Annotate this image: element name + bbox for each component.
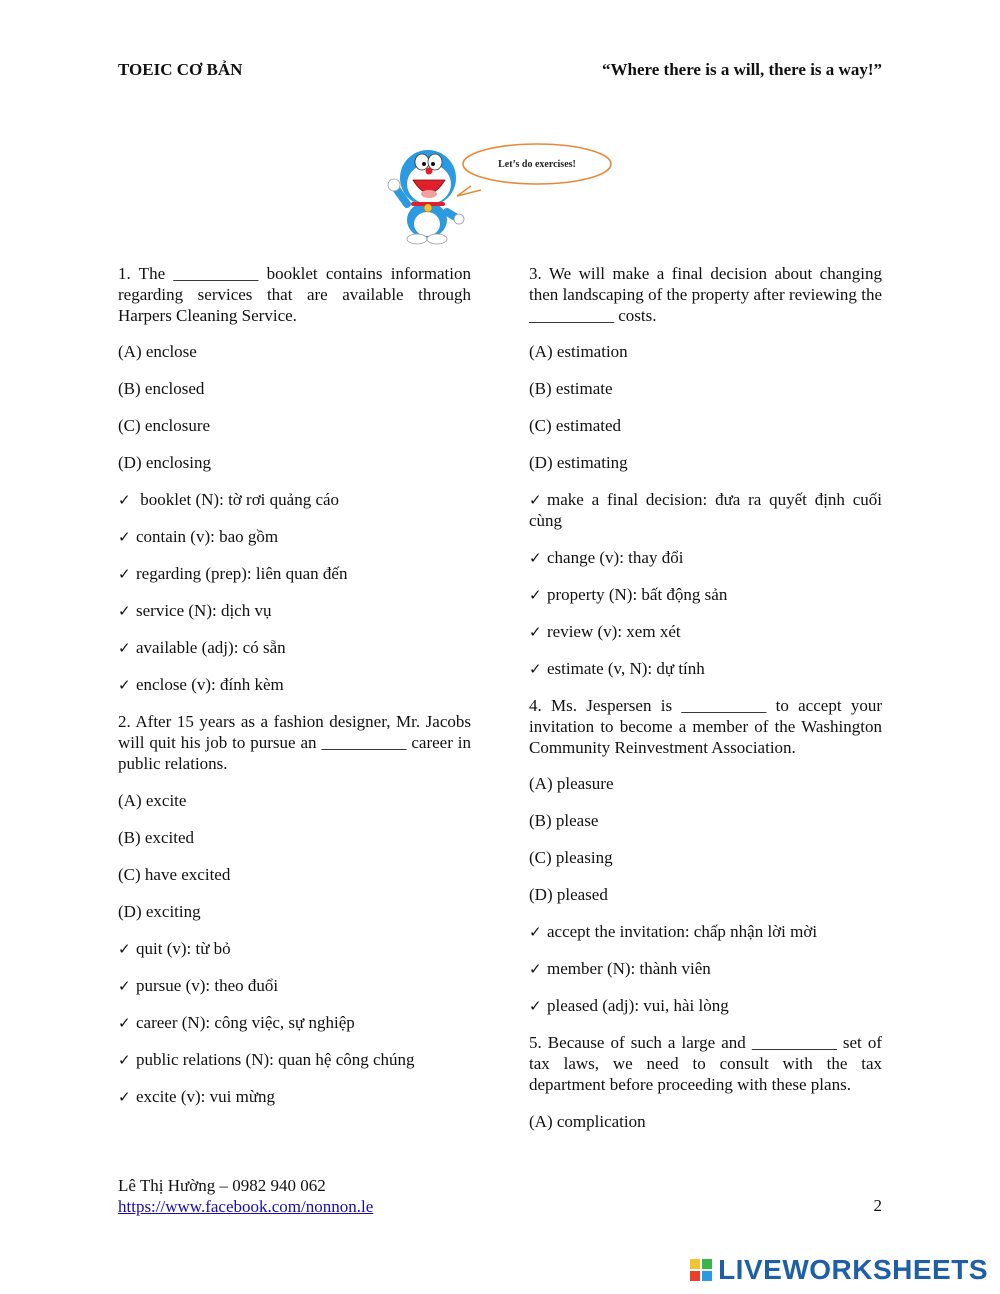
vocab-item <box>118 939 471 960</box>
q3-option-b: (B) estimate <box>529 379 613 399</box>
page-number: 2 <box>873 1196 882 1215</box>
liveworksheets-logo-icon <box>690 1259 712 1281</box>
q4-option-a: (A) pleasure <box>529 774 614 794</box>
checkmark-icon: ✓ <box>118 1050 131 1069</box>
illustration <box>385 142 620 247</box>
vocab-item <box>529 922 882 943</box>
q2-option-a: (A) excite <box>118 790 187 810</box>
question-5-text: 5. Because of such a large and __________ set of tax laws, we need to consult with the tax department before proceeding with these plans. <box>529 1033 882 1094</box>
left-column <box>118 264 471 1123</box>
checkmark-icon: ✓ <box>529 623 542 642</box>
footer-author: Lê Thị Hường – 0982 940 062 <box>118 1176 326 1195</box>
vocab-item <box>118 1050 471 1071</box>
vocab-text: service (N): dịch vụ <box>136 601 272 621</box>
q3-option-a: (A) estimation <box>529 342 628 362</box>
header-right-quote: “Where there is a will, there is a way!” <box>602 60 882 79</box>
checkmark-icon: ✓ <box>118 1087 131 1106</box>
checkmark-icon: ✓ <box>529 660 542 679</box>
q1-option-b: (B) enclosed <box>118 379 205 399</box>
vocab-text: public relations (N): quan hệ công chúng <box>136 1049 415 1069</box>
liveworksheets-logo-text: LIVEWORKSHEETS <box>718 1254 988 1285</box>
checkmark-icon: ✓ <box>118 602 131 621</box>
right-column <box>529 264 882 1149</box>
checkmark-icon: ✓ <box>118 1013 131 1032</box>
q1-option-d: (D) enclosing <box>118 453 212 473</box>
question-4-text: 4. Ms. Jespersen is __________ to accept your invitation to become a member of the Washington Community Reinvestment Association. <box>529 696 882 757</box>
vocab-text: review (v): xem xét <box>547 622 681 642</box>
checkmark-icon: ✓ <box>118 676 131 695</box>
vocab-item <box>529 959 882 980</box>
checkmark-icon: ✓ <box>529 549 542 568</box>
vocab-item <box>118 527 471 548</box>
vocab-text: career (N): công việc, sự nghiệp <box>136 1012 355 1032</box>
vocab-item <box>118 638 471 659</box>
vocab-text: quit (v): từ bỏ <box>136 938 231 958</box>
footer-facebook-link[interactable]: https://www.facebook.com/nonnon.le <box>118 1197 374 1216</box>
vocab-item <box>529 548 882 569</box>
header-left-title: TOEIC CƠ BẢN <box>118 60 243 79</box>
checkmark-icon: ✓ <box>118 639 131 658</box>
q3-option-c: (C) estimated <box>529 416 622 436</box>
checkmark-icon: ✓ <box>529 960 542 979</box>
vocab-text: available (adj): có sẵn <box>136 638 286 658</box>
vocab-text: contain (v): bao gồm <box>136 527 279 547</box>
liveworksheets-logo <box>690 1254 988 1286</box>
checkmark-icon: ✓ <box>529 997 542 1016</box>
vocab-text: member (N): thành viên <box>547 959 711 979</box>
vocab-text: pleased (adj): vui, hài lòng <box>547 996 729 1016</box>
checkmark-icon: ✓ <box>118 976 131 995</box>
vocab-item <box>118 976 471 997</box>
question-3-text: 3. We will make a final decision about changing then landscaping of the property after reviewing the __________ costs. <box>529 264 882 325</box>
vocab-item <box>118 564 471 585</box>
cartoon-robot-cat-icon <box>385 142 620 247</box>
q2-option-c: (C) have excited <box>118 864 231 884</box>
vocab-item <box>529 585 882 606</box>
vocab-text: excite (v): vui mừng <box>136 1086 276 1106</box>
checkmark-icon: ✓ <box>529 586 542 605</box>
checkmark-icon: ✓ <box>118 939 131 958</box>
vocab-text: make a final decision: đưa ra quyết định cuối cùng <box>529 490 882 531</box>
vocab-text: estimate (v, N): dự tính <box>547 659 705 679</box>
vocab-item <box>529 659 882 680</box>
q5-option-a: (A) complication <box>529 1111 646 1131</box>
vocab-text: enclose (v): đính kèm <box>136 675 284 695</box>
footer <box>118 1175 373 1217</box>
checkmark-icon: ✓ <box>529 923 542 942</box>
vocab-item <box>118 601 471 622</box>
vocab-text: regarding (prep): liên quan đến <box>136 564 348 584</box>
question-1-text: 1. The __________ booklet contains information regarding services that are available through Harpers Cleaning Service. <box>118 264 471 325</box>
speech-bubble-text: Let’s do exercises! <box>498 159 576 170</box>
checkmark-icon: ✓ <box>529 491 542 510</box>
vocab-item <box>118 490 471 511</box>
checkmark-icon: ✓ <box>118 528 131 547</box>
q1-option-c: (C) enclosure <box>118 416 211 436</box>
checkmark-icon: ✓ <box>118 491 131 510</box>
question-2-text: 2. After 15 years as a fashion designer, Mr. Jacobs will quit his job to pursue an __________ career in public relations. <box>118 712 471 773</box>
vocab-item <box>529 996 882 1017</box>
checkmark-icon: ✓ <box>118 565 131 584</box>
vocab-text: property (N): bất động sản <box>547 585 728 605</box>
vocab-text: pursue (v): theo đuổi <box>136 975 279 995</box>
q2-option-d: (D) exciting <box>118 901 201 921</box>
q4-option-b: (B) please <box>529 811 599 831</box>
vocab-item <box>118 1087 471 1108</box>
q4-option-c: (C) pleasing <box>529 848 613 868</box>
q2-option-b: (B) excited <box>118 827 194 847</box>
vocab-text: change (v): thay đổi <box>547 548 684 568</box>
q3-option-d: (D) estimating <box>529 453 628 473</box>
q1-option-a: (A) enclose <box>118 342 197 362</box>
vocab-item <box>529 490 882 532</box>
q4-option-d: (D) pleased <box>529 885 608 905</box>
vocab-text: accept the invitation: chấp nhận lời mời <box>547 922 818 942</box>
vocab-text: booklet (N): tờ rơi quảng cáo <box>136 490 340 510</box>
vocab-item <box>529 622 882 643</box>
vocab-item <box>118 1013 471 1034</box>
vocab-item <box>118 675 471 696</box>
